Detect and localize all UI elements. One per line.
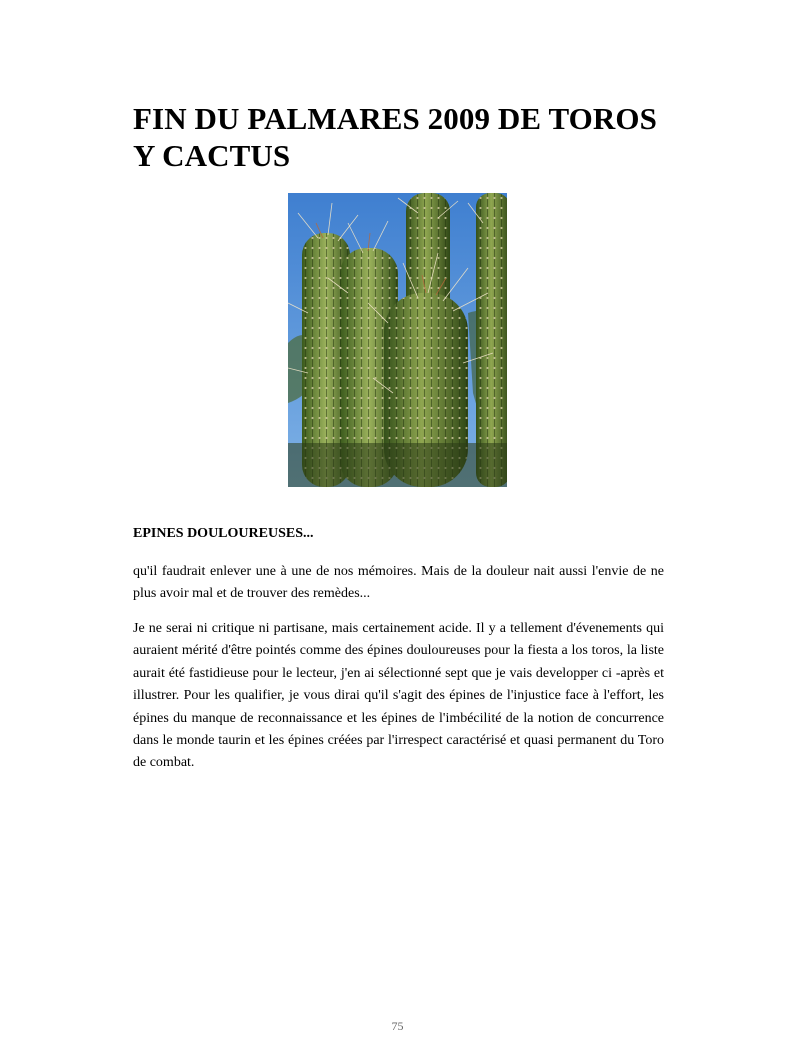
- paragraph-1: qu'il faudrait enlever une à une de nos mémoires. Mais de la douleur nait aussi l'envie de ne plus avoir mal et de trouver des remèdes...: [133, 564, 664, 602]
- page-number: 75: [391, 1019, 404, 1033]
- paragraph-2: Je ne serai ni critique ni partisane, mais certainement acide. Il y a tellement d'évenements qui auraient mérité d'être pointés comme des épines douloureuses pour la fiesta a los toros, la liste aurait été fastidieuse pour le lecteur, j'en ai sélectionné sept que je vais developper ci -après et illustrer. Pour les qualifier, je vous dirai qu'il s'agit des épines de l'injustice face à l'effort, les épines du manque de reconnaissance et les épines de l'imbécilité de la notion de concurrence dans le monde taurin et les épines créées par l'irrespect caractérisé et quasi permanent du Toro de combat.: [133, 621, 664, 771]
- cactus-photo: [288, 193, 507, 487]
- section-heading: EPINES DOULOUREUSES...: [133, 526, 314, 541]
- page-title: FIN DU PALMARES 2009 DE TOROS Y CACTUS: [133, 101, 657, 173]
